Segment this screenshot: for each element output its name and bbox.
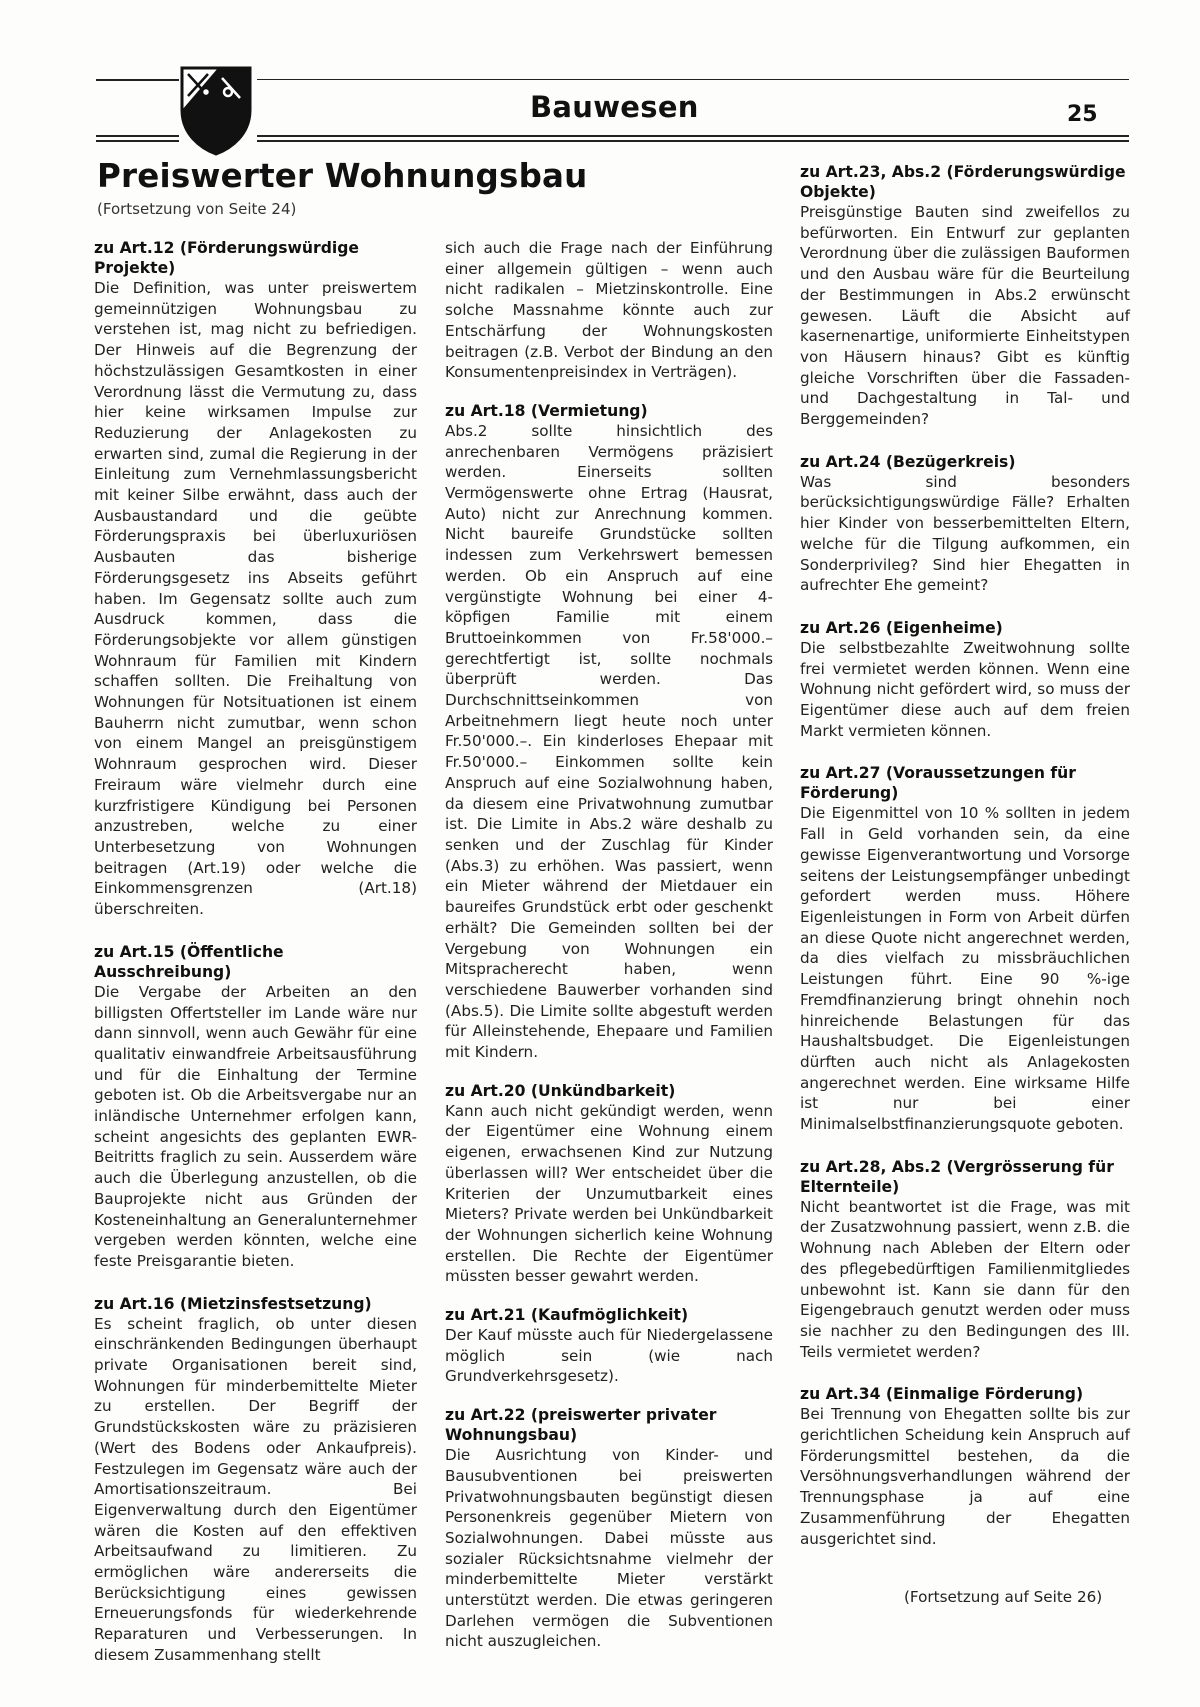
section-art-20 — [445, 1081, 773, 1287]
section-text: Preisgünstige Bauten sind zweifellos zu befürworten. Ein Entwurf zur geplanten Verordnung über die zulässigen Bauformen und den Ausbau wäre für die Beurteilung der Bestimmungen in Abs.2 erwünscht gewesen. Läuft die Absicht auf kasernenartige, uniformierte Einheitstypen von Häusern hinaus? Gibt es künftig gleiche Vorschriften über die Fassaden- und Dachgestaltung in Tal- und Berggemeinden? — [800, 203, 1130, 429]
section-heading: zu Art.28, Abs.2 (Vergrösserung für Elternteile) — [800, 1157, 1114, 1196]
section-art-16-continued — [445, 238, 773, 383]
section-text: Die Vergabe der Arbeiten an den billigsten Offertsteller im Lande wäre nur dann sinnvoll, wenn auch Gewähr für eine qualitativ einwandfreie Arbeitsausführung und für die Einhaltung der Termine geboten ist. Ob die Arbeitsvergabe nur an inländische Unternehmer erfolgen kann, scheint angesichts des geplanten EWR-Beitritts fraglich zu sein. Ausserdem wäre auch die Überlegung anzustellen, ob die Bauprojekte nicht aus Gründen der Kosteneinhaltung an Generalunternehmer vergeben werden könnten, welche eine feste Preisgarantie bieten. — [94, 982, 417, 1270]
section-heading: zu Art.24 (Bezügerkreis) — [800, 452, 1016, 471]
section-text: Kann auch nicht gekündigt werden, wenn der Eigentümer eine Wohnung einem eigenen, erwachsenen Kind zur Nutzung überlassen will? Wer entscheidet über die Kriterien der Unzumutbarkeit eines Mieters? Private werden bei Unkündbarkeit der Wohnungen sicherlich keine Wohnung erstellen. Die Rechte der Eigentümer müssten besser gewahrt werden. — [445, 1101, 773, 1286]
section-text: Die Ausrichtung von Kinder- und Bausubventionen bei preiswerten Privatwohnungsbauten begünstigt diesen Personenkreis gegenüber Mietern von Sozialwohnungen. Dabei müsste aus sozialer Rücksichtsnahme vielmehr der minderbemittelte Mieter verstärkt unterstützt werden. Die etwas geringeren Darlehen vermögen die Subventionen nicht auszugleichen. — [445, 1446, 773, 1651]
header-rule-bottom-right-1 — [257, 135, 1129, 137]
section-text: Die Eigenmittel von 10 % sollten in jedem Fall in Geld vorhanden sein, da eine gewisse Eigenverantwortung und Vorsorge seitens der Leistungsempfänger unbedingt gefordert werden muss. Höhere Eigenleistungen in Form von Arbeit dürfen an diese Quote nicht angerechnet werden, da dies vielfach zu missbräuchlichen Leistungen führt. Eine 90 %-ige Fremdfinanzierung bringt ohnehin noch hinreichende Belastungen für das Haushaltsbudget. Die Eigenleistungen dürften auch nicht als Anlagekosten angerechnet werden. Eine wirksame Hilfe ist nur bei einer Minimalselbstfinanzierungsquote geboten. — [800, 804, 1130, 1134]
article-title: Preiswerter Wohnungsbau — [97, 157, 588, 195]
section-text: Der Kauf müsste auch für Niedergelassene möglich sein (wie nach Grundverkehrsgesetz). — [445, 1326, 773, 1386]
section-heading: zu Art.26 (Eigenheime) — [800, 618, 1003, 637]
section-art-26 — [800, 618, 1130, 742]
section-heading: zu Art.18 (Vermietung) — [445, 401, 648, 420]
section-art-22 — [445, 1405, 773, 1652]
section-art-16 — [94, 1294, 417, 1666]
section-art-23 — [800, 162, 1130, 430]
section-text: Nicht beantwortet ist die Frage, was mit der Zusatzwohnung passiert, wenn z.B. die Wohnung nach Ableben der Eltern oder des pflegebedürftigen Familienmitgliedes unbewohnt ist. Kann sie dann für den Eigengebrauch genutzt werden oder muss sie nachher zu den Bedingungen des III. Teils vermietet werden? — [800, 1197, 1130, 1361]
section-art-27 — [800, 763, 1130, 1134]
section-text: Bei Trennung von Ehegatten sollte bis zur gerichtlichen Scheidung kein Anspruch auf Förderungsmittel bestehen, da die Versöhnungsverhandlungen während der Trennungsphase ja auf eine Zusammenführung der Ehegatten ausgerichtet sind. — [800, 1405, 1130, 1548]
section-heading: zu Art.34 (Einmalige Förderung) — [800, 1385, 1084, 1404]
section-heading: zu Art.27 (Voraussetzungen für Förderung) — [800, 764, 1076, 803]
continued-note: (Fortsetzung auf Seite 26) — [904, 1588, 1103, 1606]
coat-of-arms-icon — [178, 64, 254, 156]
section-text: Die Definition, was unter preiswertem gemeinnützigen Wohnungsbau zu verstehen ist, mag nicht zu befriedigen. Der Hinweis auf die Begrenzung der höchstzulässigen Gesamtkosten in einer Verordnung lässt die Vermutung zu, dass hier keine wirksamen Impulse zur Reduzierung der Anlagekosten zu erwarten sind, zumal die Regierung in der Einleitung zum Vernehmlassungsbericht mit keiner Silbe erwähnt, dass auch der Ausbaustandard und die geübte Förderungspraxis bei überluxuriösen Ausbauten das bisherige Förderungsgesetz ins Abseits geführt haben. Im Gegensatz sollte auch zum Ausdruck kommen, dass die Förderungsobjekte vor allem günstigen Wohnraum für Familien mit Kindern schaffen sollten. Die Freihaltung von Wohnungen für Notsituationen ist einem Bauherrn nicht zumutbar, wenn schon von einem Mangel an preisgünstigem Wohnraum gesprochen wird. Dieser Freiraum wäre vielmehr durch eine kurzfristigere Kündigung bei Personen anzustreben, welche zu einer Unterbesetzung von Wohnungen beitragen (Art.19) oder welche die Einkommensgrenzen (Art.18) überschreiten. — [94, 279, 417, 919]
section-art-15 — [94, 942, 417, 1272]
section-art-18 — [445, 401, 773, 1063]
section-art-21 — [445, 1305, 773, 1387]
header-rule-top-left — [96, 79, 179, 81]
header-rule-bottom-left-1 — [96, 135, 179, 137]
page-number: 25 — [1067, 102, 1098, 127]
section-text: Es scheint fraglich, ob unter diesen einschränkenden Bedingungen überhaupt private Organisationen bereit sind, Wohnungen für minderbemittelte Mieter zu erstellen. Der Begriff der Grundstückskosten wäre zu präzisieren (Wert des Bodens oder Ankaufpreis). Festzulegen im Gegensatz wäre auch der Amortisationszeitraum. Bei Eigenverwaltung durch den Eigentümer wären die Kosten auf den effektiven Arbeitsaufwand zu limitieren. Zu ermöglichen wäre andererseits die Berücksichtigung eines gewissen Erneuerungsfonds für wiederkehrende Reparaturen und Verbesserungen. In diesem Zusammenhang stellt — [94, 1314, 417, 1664]
section-heading: zu Art.20 (Unkündbarkeit) — [445, 1081, 676, 1100]
column-1 — [94, 238, 417, 1688]
section-text: Was sind besonders berücksichtigungswürdige Fälle? Erhalten hier Kinder von besserbemittelten Eltern, welche für die Tilgung aufkommen, ein Sonderprivileg? Sind hier Ehegatten in aufrechter Ehe gemeint? — [800, 472, 1130, 595]
section-text: Abs.2 sollte hinsichtlich des anrechenbaren Vermögens präzisiert werden. Einerseits sollten Vermögenswerte ohne Ertrag (Hausrat, Auto) nicht zur Anrechnung kommen. Nicht baureife Grundstücke sollten indessen zum Verkehrswert bemessen werden. Ob ein Anspruch auf eine vergünstigte Wohnung bei einer 4-köpfigen Familie mit einem Bruttoeinkommen von Fr.58'000.– gerechtfertigt ist, sollte nochmals überprüft werden. Das Durchschnittseinkommen von Arbeitnehmern liegt heute noch unter Fr.50'000.–. Ein kinderloses Ehepaar mit Fr.50'000.– Einkommen sollte kein Anspruch auf eine Sozialwohnung haben, da diesem eine Privatwohnung zumutbar ist. Die Limite in Abs.2 wäre deshalb zu senken und der Zuschlag für Kinder (Abs.3) zu erhöhen. Was passiert, wenn ein Mieter während der Mietdauer ein baureifes Grundstück erbt oder geschenkt erhält? Die Gemeinden sollten bei der Vergebung von Wohnungen ein Mitspracherecht haben, wenn verschiedene Bauwerber vorhanden sind (Abs.5). Die Limite sollte abgestuft werden für Alleinstehende, Ehepaare und Familien mit Kindern. — [445, 421, 773, 1062]
column-2 — [445, 238, 773, 1670]
column-3 — [800, 162, 1130, 1571]
section-art-28 — [800, 1157, 1130, 1363]
section-title: Bauwesen — [530, 90, 699, 124]
section-text: sich auch die Frage nach der Einführung einer allgemein gültigen – wenn auch nicht radikalen – Mietzinskontrolle. Eine solche Massnahme könnte auch zur Entschärfung der Wohnungskosten beitragen (z.B. Verbot der Bindung an den Konsumentenpreisindex in Verträgen). — [445, 239, 773, 382]
header-rule-top-right — [257, 79, 1129, 80]
section-heading: zu Art.21 (Kaufmöglichkeit) — [445, 1306, 689, 1325]
section-art-34 — [800, 1384, 1130, 1549]
section-heading: zu Art.12 (Förderungswürdige Projekte) — [94, 239, 359, 277]
section-heading: zu Art.16 (Mietzinsfestsetzung) — [94, 1294, 372, 1313]
header-rule-bottom-right-2 — [257, 140, 1129, 142]
section-art-24 — [800, 452, 1130, 596]
section-text: Die selbstbezahlte Zweitwohnung sollte frei vermietet werden können. Wenn eine Wohnung nicht gefördert wird, so muss der Eigentümer diese auch auf dem freien Markt vermieten können. — [800, 638, 1130, 740]
article-subtitle: (Fortsetzung von Seite 24) — [97, 200, 297, 218]
section-heading: zu Art.22 (preiswerter privater Wohnungsbau) — [445, 1406, 717, 1445]
section-heading: zu Art.15 (Öffentliche Ausschreibung) — [94, 942, 284, 981]
header-rule-bottom-left-2 — [96, 140, 179, 142]
section-heading: zu Art.23, Abs.2 (Förderungswürdige Objekte) — [800, 163, 1126, 201]
section-art-12 — [94, 238, 417, 920]
